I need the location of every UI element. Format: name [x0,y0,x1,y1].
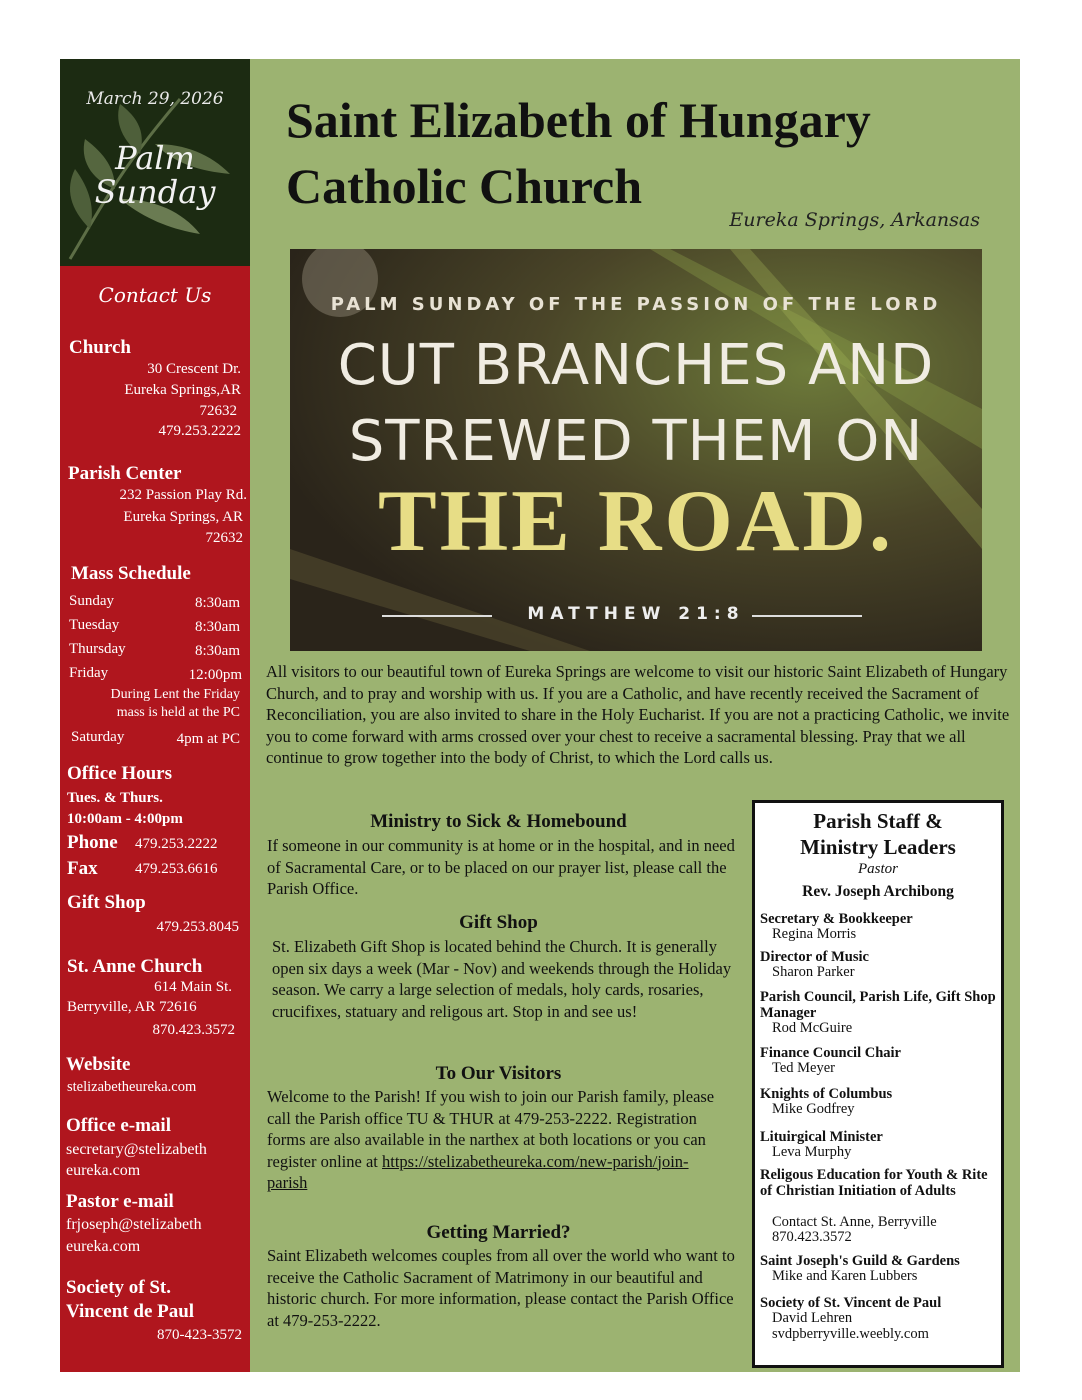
staff-role: Saint Joseph's Guild & Gardens [760,1253,960,1269]
pastor-email-line-1[interactable]: frjoseph@stelizabeth [66,1216,202,1233]
st-anne-phone: 870.423.3572 [152,1022,235,1038]
st-anne-address-2: Berryville, AR 72616 [67,999,197,1015]
parish-center-zip: 72632 [205,530,243,546]
church-address-1: 30 Crescent Dr. [147,361,241,377]
staff-role: Society of St. Vincent de Paul [760,1295,942,1311]
staff-role: Parish Council, Parish Life, Gift Shop Manager [760,989,996,1021]
mass-day-sunday: Sunday [69,593,114,609]
office-hours-time: 10:00am - 4:00pm [67,811,183,827]
staff-name: Mike Godfrey [772,1101,855,1117]
staff-contact: 870.423.3572 [772,1229,852,1245]
church-title [286,87,1006,219]
bulletin-date: March 29, 2026 [86,89,224,109]
st-anne-address-1: 614 Main St. [154,979,232,995]
church-title-line-2: Catholic Church [286,158,643,214]
mass-time-tuesday: 8:30am [195,619,240,635]
mass-lent-note-2: mass is held at the PC [116,705,240,720]
staff-name: Contact St. Anne, Berryville [772,1214,937,1230]
bulletin-page [60,59,1020,1372]
visitor-welcome-paragraph: All visitors to our beautiful town of Eureka Springs are welcome to visit our historic Saint Elizabeth of Hungary Church, and to pray and worship with us. If you are a Catholic, and have recently received the Sacrament of Reconciliation, you are also invited to share in the Holy Eucharist. If you are not a practicing Catholic, we invite you to come forward with arms crossed over your chest to receive a sacramental blessing. Pray that we all continue to grow together into the body of Christ, to which the Lord calls us. [266,662,1010,767]
staff-role: Knights of Columbus [760,1086,893,1102]
sick-ministry-heading: Ministry to Sick & Homebound [370,811,627,832]
mass-time-sunday: 8:30am [195,595,240,611]
office-phone: 479.253.2222 [135,836,218,852]
church-title-line-1: Saint Elizabeth of Hungary [286,92,871,148]
office-email-line-1[interactable]: secretary@stelizabeth [66,1141,207,1158]
married-body: Saint Elizabeth welcomes couples from all over the world who want to receive the Catholic Sacrament of Matrimony in our beautiful and historic church. For more information, please contact the Parish Office at 479-253-2222. [267,1246,735,1330]
staff-role: Lituirgical Minister [760,1129,883,1145]
gift-shop-section-heading: Gift Shop [459,912,538,933]
church-heading: Church [69,337,131,358]
office-days: Tues. & Thurs. [67,790,163,806]
date-header-box [60,59,250,266]
office-hours-heading: Office Hours [67,763,173,784]
banner-line-1: CUT BRANCHES AND [337,333,935,398]
staff-name: Rod McGuire [772,1020,853,1036]
staff-name: Ted Meyer [772,1060,835,1076]
mass-lent-note-1: During Lent the Friday [110,687,240,702]
staff-contact[interactable]: svdpberryville.weebly.com [772,1326,929,1342]
svdp-heading-1: Society of St. [66,1277,172,1298]
married-heading: Getting Married? [426,1222,571,1243]
banner-rule-right [752,615,862,617]
mass-time-thursday: 8:30am [195,643,240,659]
office-email-line-2[interactable]: eureka.com [66,1162,141,1179]
visitors-heading: To Our Visitors [435,1063,562,1084]
contact-us-heading: Contact Us [98,283,212,307]
parish-center-address-1: 232 Passion Play Rd. [119,487,247,503]
website-heading: Website [66,1054,131,1075]
office-fax: 479.253.6616 [135,861,218,877]
staff-name: David Lehren [772,1310,853,1326]
gift-shop-phone: 479.253.8045 [156,919,239,935]
mass-time-saturday: 4pm at PC [176,731,240,747]
pastor-email-line-2[interactable]: eureka.com [66,1238,141,1255]
gift-shop-section-body: St. Elizabeth Gift Shop is located behind the Church. It is generally open six days a week (Mar - Nov) and weekends through the Holiday season. We carry a large selection of medals, holy cards, rosaries, crucifixes, statuary and religous art. Stop in and see us! [272,937,732,1021]
banner-scripture-reference: MATTHEW 21:8 [527,604,745,624]
parish-staff-box [752,800,1004,1368]
banner-line-2: STREWED THEM ON [348,409,924,474]
office-email-heading: Office e-mail [66,1115,171,1136]
contact-sidebar [60,59,250,1372]
svdp-phone: 870-423-3572 [157,1327,242,1343]
visitors-text: Welcome to the Parish! If you wish to join our Parish family, please call the Parish office TU & THUR at 479-253-2222. Registration forms are also available in the narthex at both locations or you can register online at [267,1087,715,1171]
staff-heading-2: Ministry Leaders [800,835,956,859]
staff-role: Finance Council Chair [760,1045,901,1061]
office-phone-label: Phone [67,832,118,853]
staff-role: Director of Music [760,949,869,965]
palm-sunday-banner [290,249,982,651]
pastor-email-heading: Pastor e-mail [66,1191,174,1212]
mass-schedule-heading: Mass Schedule [71,563,191,584]
feast-title [60,141,250,209]
staff-role: Religous Education for Youth & Rite of Christian Initiation of Adults [760,1167,988,1199]
pastor-name: Rev. Joseph Archibong [802,883,954,900]
join-parish-link[interactable]: https://stelizabetheureka.com/new-parish/join-parish [267,1151,689,1192]
staff-name: Leva Murphy [772,1144,852,1160]
mass-day-friday: Friday [69,665,109,681]
gift-shop-heading: Gift Shop [67,892,146,913]
staff-role: Secretary & Bookkeeper [760,911,913,927]
church-address-2: Eureka Springs,AR [124,382,241,398]
main-content [250,59,1020,1372]
banner-line-3: THE ROAD. [378,473,894,570]
mass-day-thursday: Thursday [69,641,126,657]
parish-center-heading: Parish Center [68,463,182,484]
mass-day-saturday: Saturday [71,729,125,745]
website-link[interactable]: stelizabetheureka.com [67,1079,197,1095]
st-anne-heading: St. Anne Church [67,956,203,977]
parish-center-address-2: Eureka Springs, AR [123,509,243,525]
sick-ministry-body: If someone in our community is at home or in the hospital, and in need of Sacramental Care, or to be placed on our prayer list, please call the Parish Office. [267,836,735,898]
church-location: Eureka Springs, Arkansas [729,209,980,231]
visitors-body [267,1086,717,1194]
feast-line-2: Sunday [94,173,216,211]
svdp-heading-2: Vincent de Paul [66,1301,195,1322]
staff-heading-1: Parish Staff & [813,809,943,833]
mass-time-friday: 12:00pm [188,667,242,683]
staff-name: Regina Morris [772,926,857,942]
mass-day-tuesday: Tuesday [69,617,120,633]
banner-occasion: PALM SUNDAY OF THE PASSION OF THE LORD [330,294,942,315]
pastor-title: Pastor [857,861,898,877]
church-zip: 72632 [199,403,237,419]
staff-name: Sharon Parker [772,964,855,980]
staff-heading [755,808,1001,860]
office-fax-label: Fax [67,858,98,879]
feast-line-1: Palm [115,139,195,177]
church-phone: 479.253.2222 [158,423,241,439]
staff-name: Mike and Karen Lubbers [772,1268,918,1284]
